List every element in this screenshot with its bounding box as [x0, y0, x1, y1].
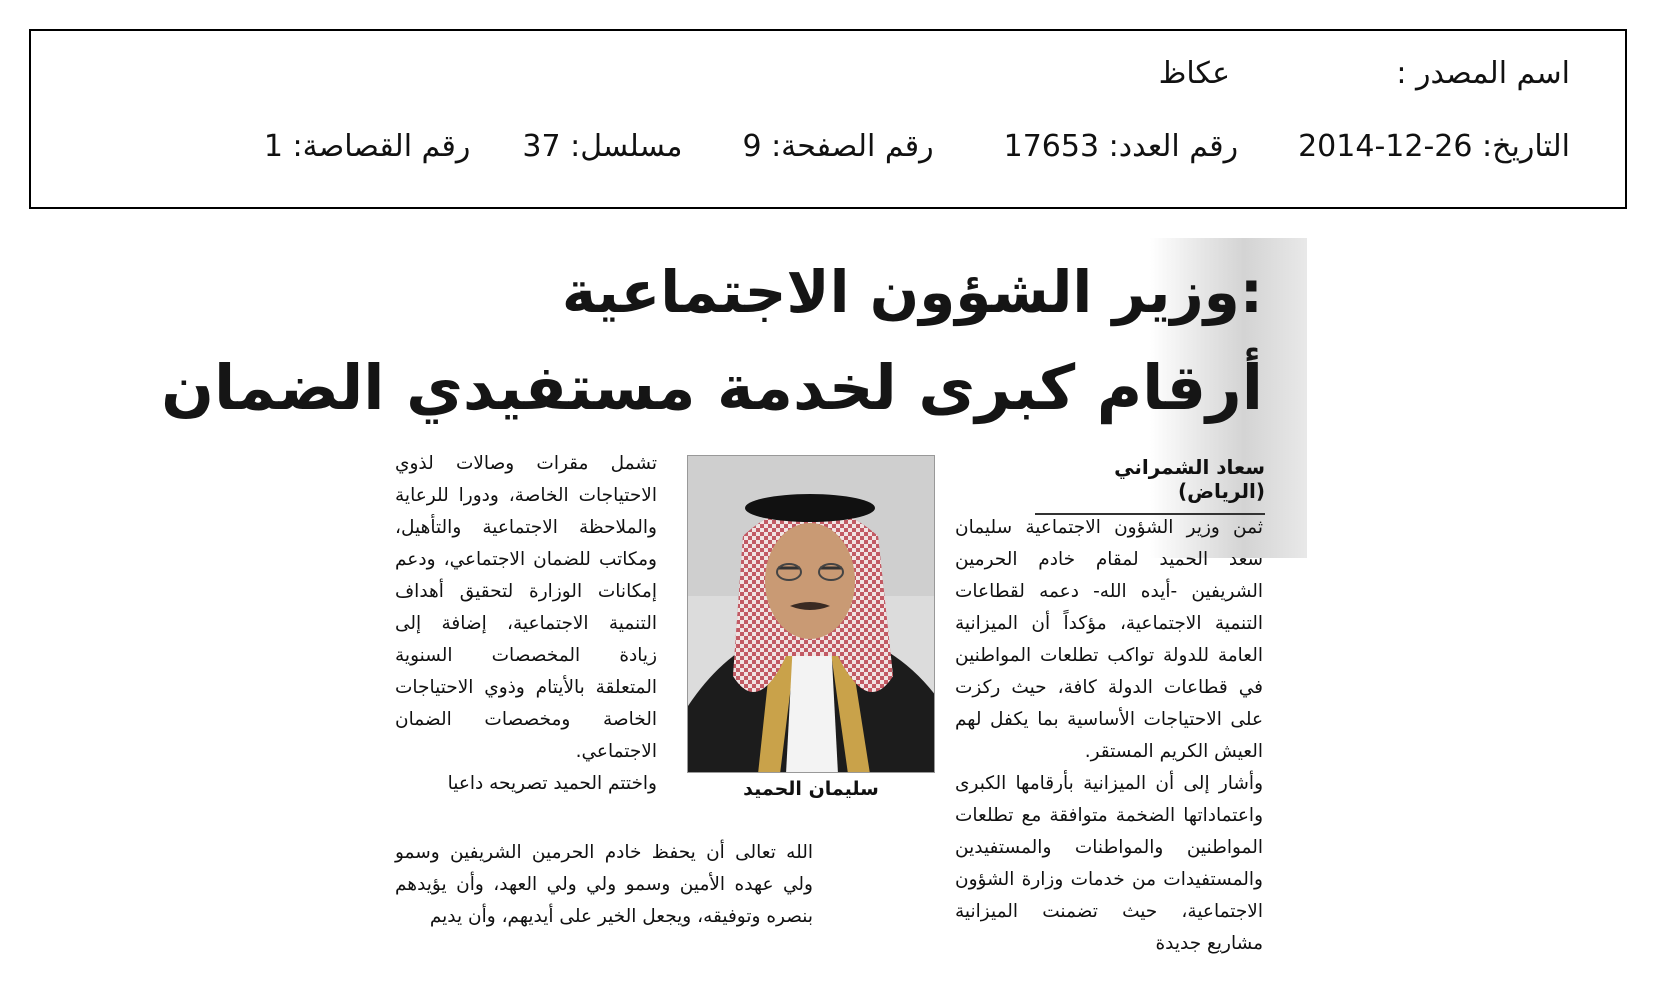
paragraph: واختتم الحميد تصريحه داعيا — [447, 773, 657, 794]
headline-line-1: وزير الشؤون الاجتماعية: — [561, 258, 1263, 326]
article-column-left — [395, 448, 657, 800]
metadata-row — [263, 129, 1570, 164]
clip-number-field: رقم القصاصة: 1 — [263, 129, 471, 164]
date-field: التاريخ: 26-12-2014 — [1298, 129, 1570, 164]
paragraph: الله تعالى أن يحفظ خادم الحرمين الشريفين وسمو ولي عهده الأمين وسمو ولي ولي العهد، وأن يؤيدهم بنصره وتوفيقه، ويجعل الخير على أيديهم، وأن يديم — [395, 842, 813, 927]
portrait-illustration — [688, 456, 935, 773]
paragraph: ثمن وزير الشؤون الاجتماعية سليمان سعد الحميد لمقام خادم الحرمين الشريفين -أيده الله- دعمه لقطاعات التنمية الاجتماعية، مؤكداً أن الميزانية العامة للدولة تواكب تطلعات المواطنين في قطاعات الدولة كافة، حيث ركزت على الاحتياجات الأساسية بما يكفل لهم العيش الكريم المستقر. — [955, 517, 1263, 762]
source-label: اسم المصدر : — [1396, 56, 1570, 91]
source-metadata-box — [29, 29, 1627, 209]
article-column-right — [955, 512, 1263, 960]
byline: سعاد الشمراني (الرياض) — [1035, 455, 1265, 515]
paragraph: تشمل مقرات وصالات لذوي الاحتياجات الخاصة، ودورا للرعاية والملاحظة الاجتماعية والتأهيل، ومكاتب للضمان الاجتماعي، ودعم إمكانات الوزارة لتحقيق أهداف التنمية الاجتماعية، إضافة إلى زيادة المخصصات السنوية المتعلقة بالأيتام وذوي الاحتياجات الخاصة ومخصصات الضمان الاجتماعي. — [395, 453, 657, 762]
article-column-bottom — [395, 837, 813, 933]
serial-field: مسلسل: 37 — [522, 129, 683, 164]
issue-number-field: رقم العدد: 17653 — [1003, 129, 1239, 164]
photo-caption: سليمان الحميد — [743, 778, 879, 800]
paragraph: وأشار إلى أن الميزانية بأرقامها الكبرى واعتماداتها الضخمة متوافقة مع تطلعات المواطنين والمواطنات والمستفيدين والمستفيدات من خدمات وزارة الشؤون الاجتماعية، حيث تضمنت الميزانية مشاريع جديدة — [955, 773, 1263, 954]
portrait-photo-icon — [687, 455, 935, 773]
source-value: عكاظ — [1158, 56, 1230, 91]
headline-line-2: أرقام كبرى لخدمة مستفيدي الضمان — [161, 351, 1263, 424]
page-number-field: رقم الصفحة: 9 — [742, 129, 934, 164]
